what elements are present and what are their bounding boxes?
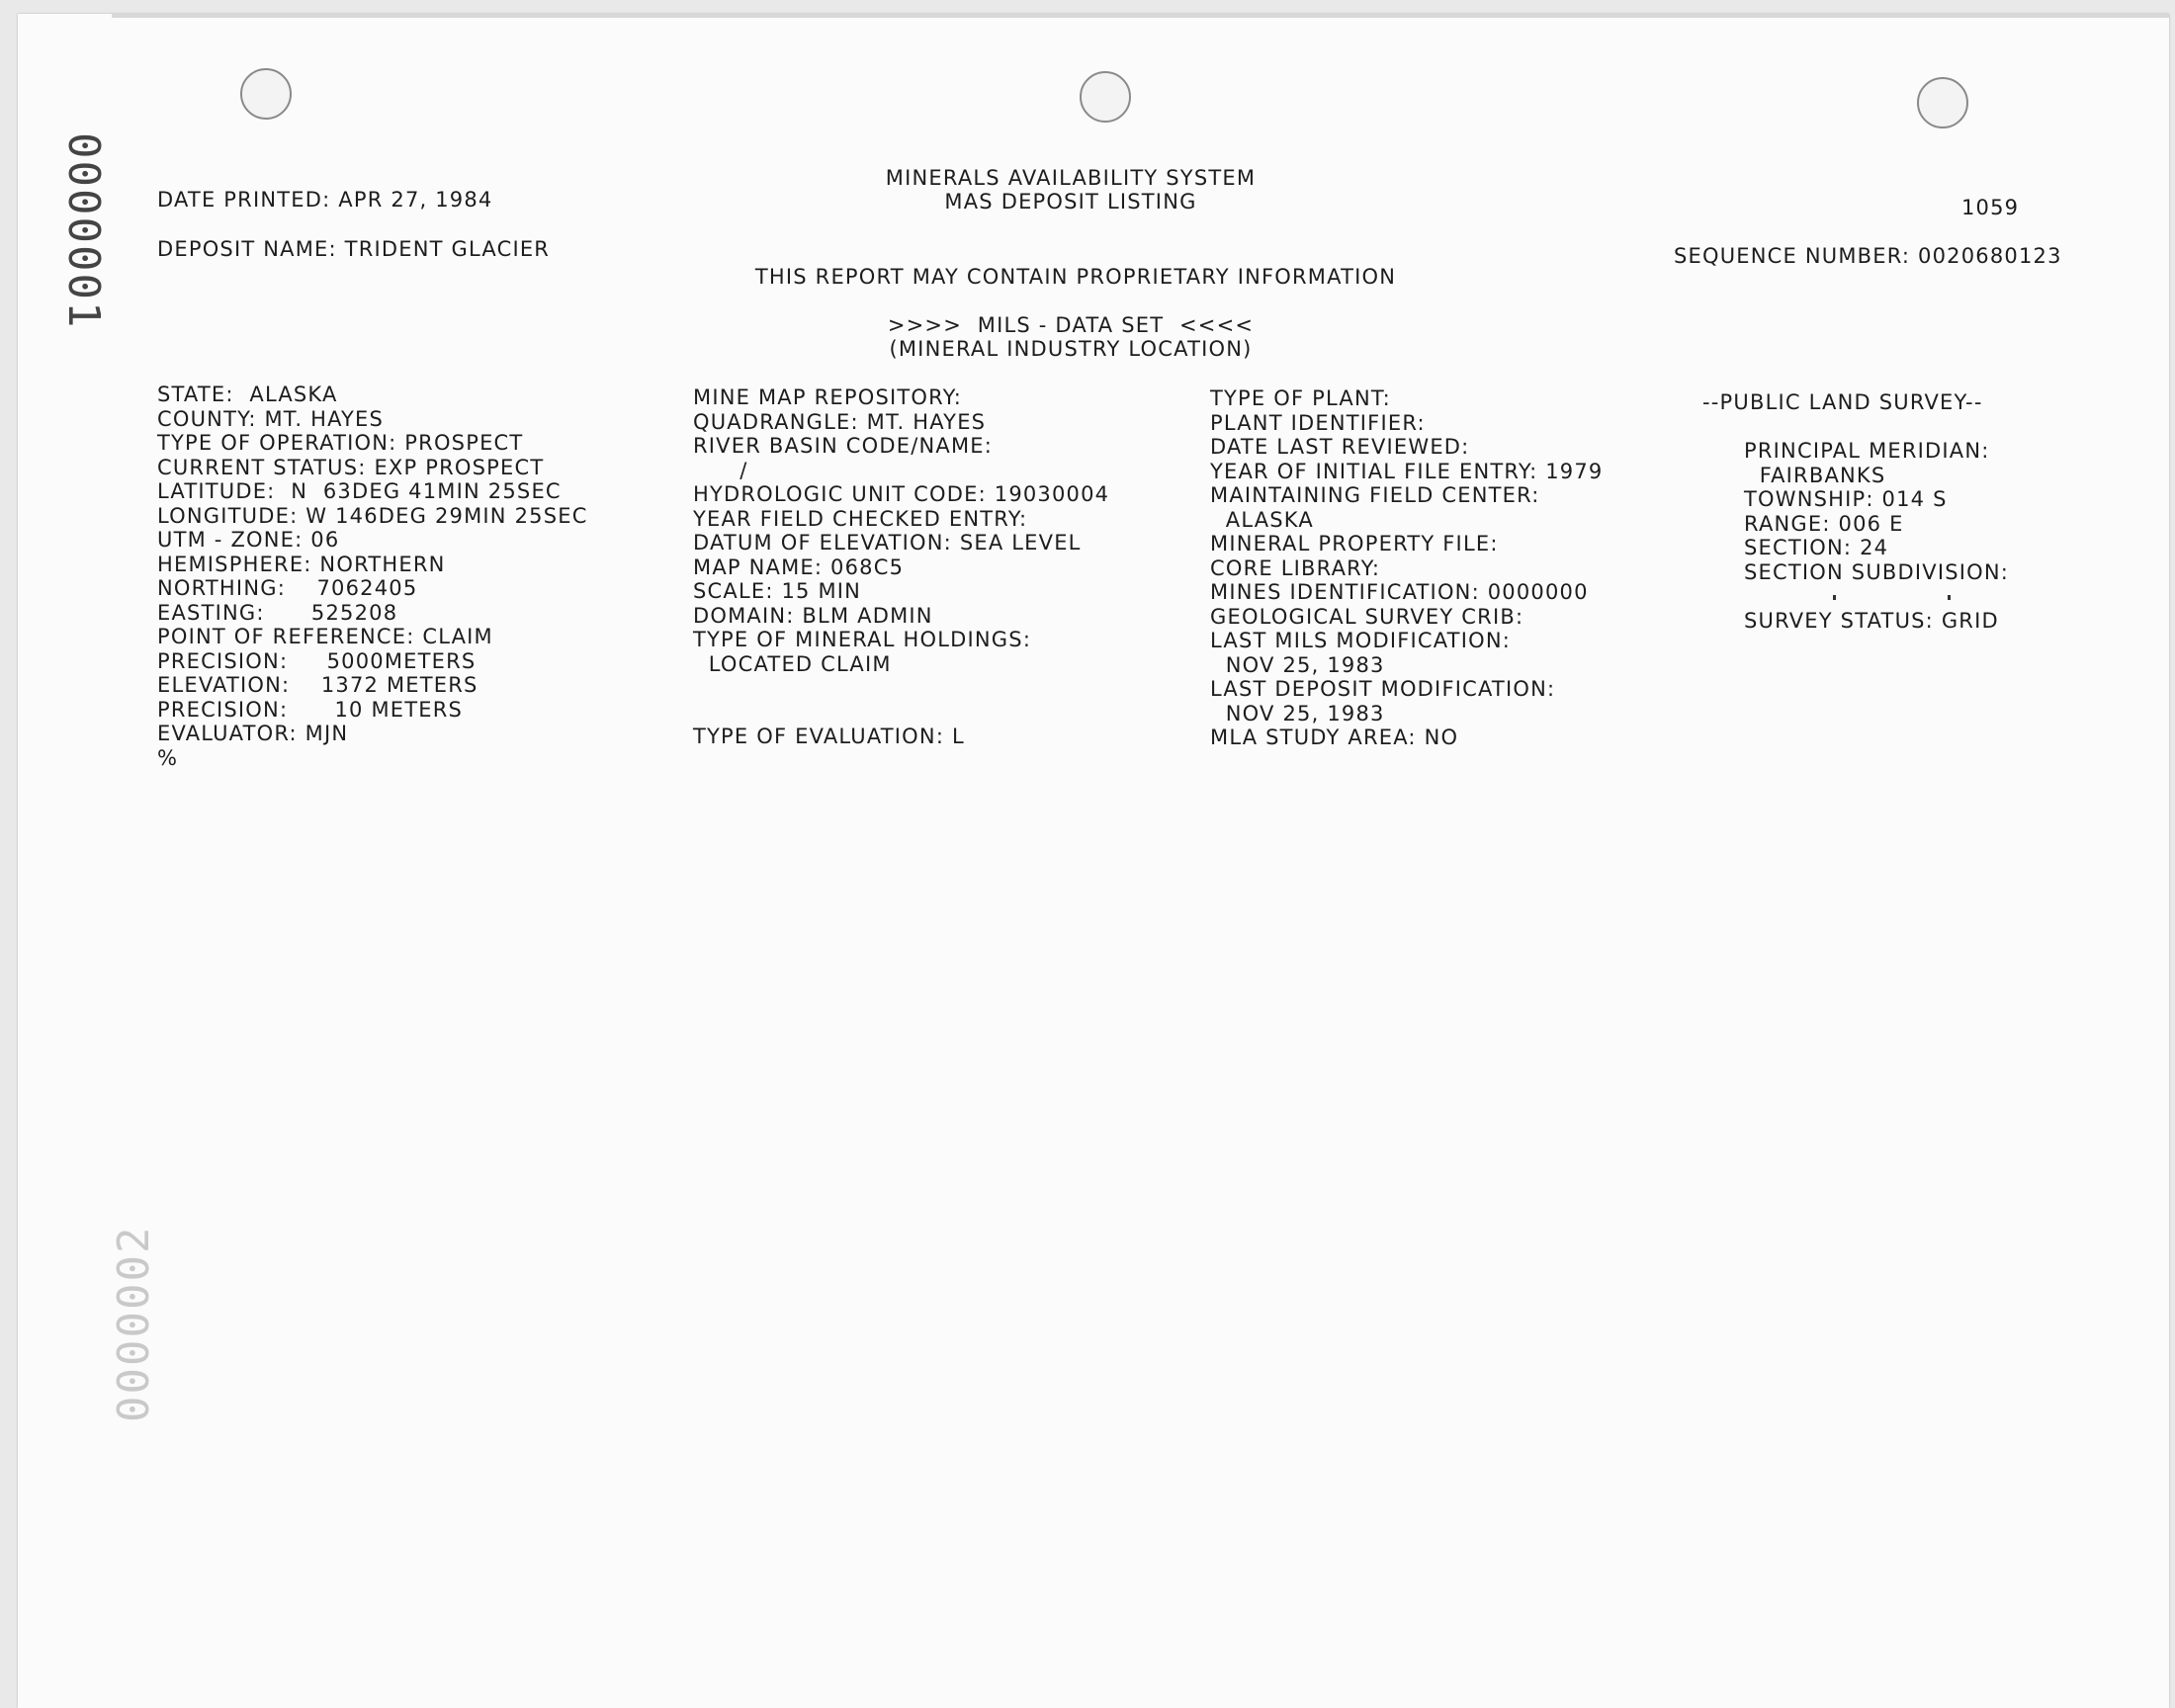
proprietary-notice: THIS REPORT MAY CONTAIN PROPRIETARY INFORMATION xyxy=(754,265,1397,289)
field-row: DOMAIN: BLM ADMIN xyxy=(693,603,933,628)
field-row: SECTION SUBDIVISION: xyxy=(1744,559,2010,584)
field-row: LATITUDE: N 63DEG 41MIN 25SEC xyxy=(157,479,562,503)
field-row xyxy=(693,676,1109,701)
field-row: NOV 25, 1983 xyxy=(1210,652,1385,677)
field-row: COUNTY: MT. HAYES xyxy=(157,406,385,431)
field-row: / xyxy=(693,458,748,482)
field-row: DATE LAST REVIEWED: xyxy=(1210,435,1470,459)
field-row: SCALE: 15 MIN xyxy=(693,579,862,603)
field-row: SURVEY STATUS: GRID xyxy=(1744,608,1999,633)
field-row: MINERAL PROPERTY FILE: xyxy=(1210,532,1499,555)
system-title: MINERALS AVAILABILITY SYSTEM xyxy=(885,166,1257,190)
field-row: SECTION: 24 xyxy=(1744,536,1889,559)
plant-column xyxy=(1210,386,1603,750)
field-row: QUADRANGLE: MT. HAYES xyxy=(693,409,987,434)
field-row: HYDROLOGIC UNIT CODE: 19030004 xyxy=(693,482,1110,506)
field-row: PLANT IDENTIFIER: xyxy=(1210,410,1426,435)
punch-hole-left xyxy=(240,68,292,120)
punch-hole-center xyxy=(1080,71,1131,123)
field-row: LAST MILS MODIFICATION: xyxy=(1210,629,1512,652)
land-survey-column xyxy=(1744,439,2009,633)
page-number: 1059 xyxy=(1961,196,2020,219)
field-row: TOWNSHIP: 014 S xyxy=(1744,487,1948,511)
page-stamp-bottom: 0000002 xyxy=(109,1225,159,1422)
field-row: MLA STUDY AREA: NO xyxy=(1210,726,1459,749)
field-row: PRINCIPAL MERIDIAN: xyxy=(1744,439,1990,463)
subdivision-tick-mark xyxy=(1833,595,1836,600)
field-row: ELEVATION: 1372 METERS xyxy=(157,673,478,697)
punch-hole-right xyxy=(1917,77,1968,128)
field-row: UTM - ZONE: 06 xyxy=(157,528,340,552)
listing-title: MAS DEPOSIT LISTING xyxy=(944,190,1197,214)
deposit-name: DEPOSIT NAME: TRIDENT GLACIER xyxy=(157,237,551,261)
field-row: TYPE OF OPERATION: PROSPECT xyxy=(157,431,524,455)
public-land-survey-heading: --PUBLIC LAND SURVEY-- xyxy=(1702,390,1983,414)
field-row xyxy=(693,701,1109,726)
field-row: LOCATED CLAIM xyxy=(693,651,892,676)
field-row: RANGE: 006 E xyxy=(1744,511,1904,536)
field-row: NORTHING: 7062405 xyxy=(157,576,418,600)
field-row: % xyxy=(157,745,179,770)
subdivision-tick-mark xyxy=(1948,595,1951,600)
map-column xyxy=(693,385,1109,749)
field-row: CURRENT STATUS: EXP PROSPECT xyxy=(157,455,545,479)
field-row: MINE MAP REPOSITORY: xyxy=(693,385,963,409)
page-stamp-top: 0000001 xyxy=(58,132,109,330)
document-page xyxy=(18,14,2169,1708)
field-row: GEOLOGICAL SURVEY CRIB: xyxy=(1210,604,1524,629)
field-row: STATE: ALASKA xyxy=(157,383,338,406)
field-row: YEAR OF INITIAL FILE ENTRY: 1979 xyxy=(1210,459,1604,483)
field-row xyxy=(1744,584,2009,609)
field-row: EASTING: 525208 xyxy=(157,600,398,625)
field-row: LONGITUDE: W 146DEG 29MIN 25SEC xyxy=(157,503,588,528)
field-row: YEAR FIELD CHECKED ENTRY: xyxy=(693,506,1028,531)
field-row: MAINTAINING FIELD CENTER: xyxy=(1210,483,1540,507)
field-row: TYPE OF MINERAL HOLDINGS: xyxy=(693,628,1032,651)
dataset-subtitle: (MINERAL INDUSTRY LOCATION) xyxy=(889,337,1253,361)
date-printed: DATE PRINTED: APR 27, 1984 xyxy=(157,188,493,212)
field-row: PRECISION: 5000METERS xyxy=(157,648,477,673)
location-column xyxy=(157,383,588,770)
dataset-title: >>>> MILS - DATA SET <<<< xyxy=(887,313,1255,337)
field-row: FAIRBANKS xyxy=(1744,463,1886,487)
field-row: NOV 25, 1983 xyxy=(1210,701,1385,726)
field-row: EVALUATOR: MJN xyxy=(157,722,349,745)
field-row: HEMISPHERE: NORTHERN xyxy=(157,552,446,576)
field-row: MINES IDENTIFICATION: 0000000 xyxy=(1210,580,1589,604)
field-row: PRECISION: 10 METERS xyxy=(157,697,464,722)
field-row: TYPE OF PLANT: xyxy=(1210,386,1391,410)
field-row: LAST DEPOSIT MODIFICATION: xyxy=(1210,677,1556,701)
field-row: TYPE OF EVALUATION: L xyxy=(693,725,965,748)
sequence-number: SEQUENCE NUMBER: 0020680123 xyxy=(1674,244,2062,268)
field-row: DATUM OF ELEVATION: SEA LEVEL xyxy=(693,531,1082,555)
field-row: CORE LIBRARY: xyxy=(1210,555,1381,580)
field-row: ALASKA xyxy=(1210,507,1314,532)
field-row: MAP NAME: 068C5 xyxy=(693,555,905,579)
field-row: RIVER BASIN CODE/NAME: xyxy=(693,434,994,458)
field-row: POINT OF REFERENCE: CLAIM xyxy=(157,625,493,648)
